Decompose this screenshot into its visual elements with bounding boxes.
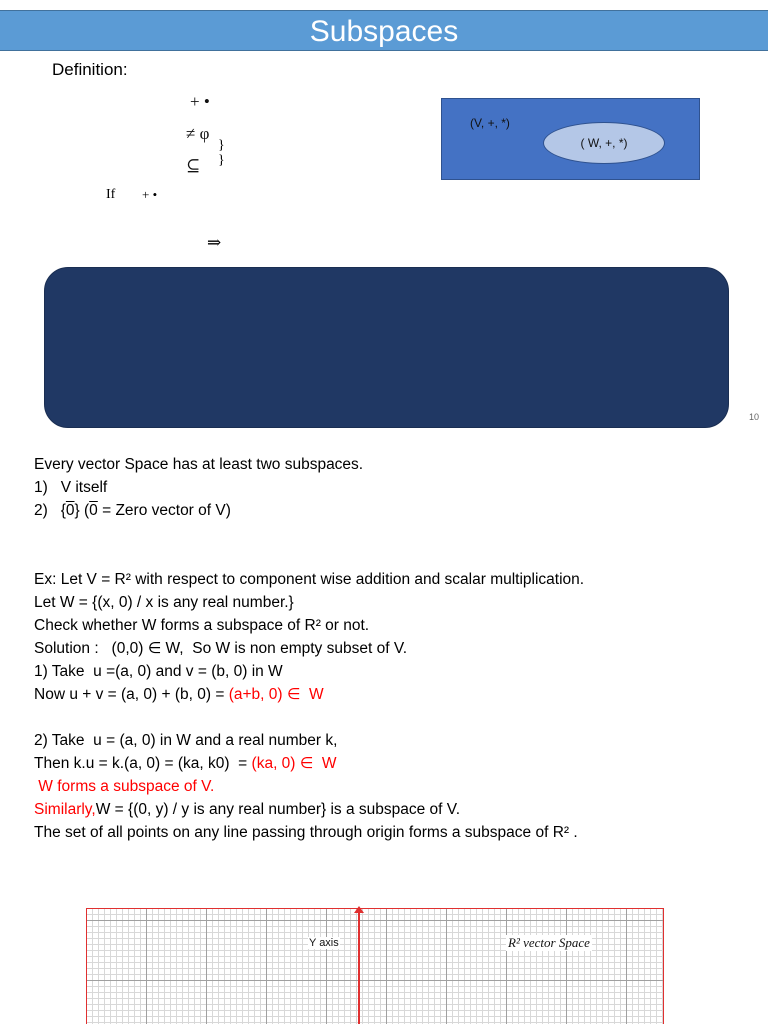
zero-vector: 0 [65, 502, 75, 519]
example-line [34, 685, 324, 705]
if-ops: + • [142, 187, 158, 202]
text-span: = Zero vector of V) [97, 502, 231, 519]
example-line [34, 800, 460, 820]
example-line: 2) Take u = (a, 0) in W and a real number k, [34, 732, 338, 749]
brace-top: } [218, 138, 225, 153]
definition-label: Definition: [52, 60, 128, 79]
subspace-ellipse: ( W, +, *) [543, 122, 665, 164]
y-axis-line [358, 912, 360, 1024]
page-number: 10 [749, 412, 760, 422]
highlight-text: (ka, 0) ∈ W [251, 755, 337, 772]
implies-symbol: ⇒ [207, 233, 222, 252]
example-line: Check whether W forms a subspace of R² or not. [34, 617, 370, 634]
subset-symbol: ⊆ [186, 156, 201, 175]
if-text: If [106, 187, 116, 202]
intro-line: Every vector Space has at least two subspaces. [34, 456, 364, 473]
graph-paper [86, 908, 664, 1024]
conclusion-line: W forms a subspace of V. [34, 778, 215, 795]
example-line [34, 754, 337, 774]
y-axis-label: Y axis [309, 937, 339, 949]
zero-vector: 0 [89, 502, 98, 519]
highlight-text: Similarly, [34, 801, 96, 818]
text-span: } ( [74, 502, 90, 519]
outer-space-label: (V, +, *) [470, 116, 510, 130]
vector-space-label: R² vector Space [508, 935, 590, 950]
example-line: The set of all points on any line passing through origin forms a subspace of R² . [34, 824, 578, 841]
not-empty-symbol: ≠ φ [186, 124, 210, 143]
text-span: W = {(0, y) / y is any real number} is a subspace of V. [95, 801, 460, 818]
text-span: Now u + v = (a, 0) + (b, 0) = [34, 686, 229, 703]
example-line: Solution : (0,0) ∈ W, So W is non empty subset of V. [34, 640, 408, 657]
list-item [34, 501, 231, 521]
example-line: Let W = {(x, 0) / x is any real number.} [34, 594, 294, 611]
example-line: Ex: Let V = R² with respect to component wise addition and scalar multiplication. [34, 571, 585, 588]
plus-dot-symbol: + • [190, 92, 210, 111]
y-axis-arrow-icon [354, 906, 364, 913]
page-title: Subspaces [0, 10, 768, 51]
brace-bottom: } [218, 153, 225, 168]
example-line: 1) Take u =(a, 0) and v = (b, 0) in W [34, 663, 283, 680]
text-span: 2) { [34, 502, 66, 519]
highlight-text: (a+b, 0) ∈ W [228, 686, 324, 703]
definition-panel [44, 267, 729, 428]
list-item: 1) V itself [34, 479, 108, 496]
text-span: Then k.u = k.(a, 0) = (ka, k0) = [34, 755, 252, 772]
